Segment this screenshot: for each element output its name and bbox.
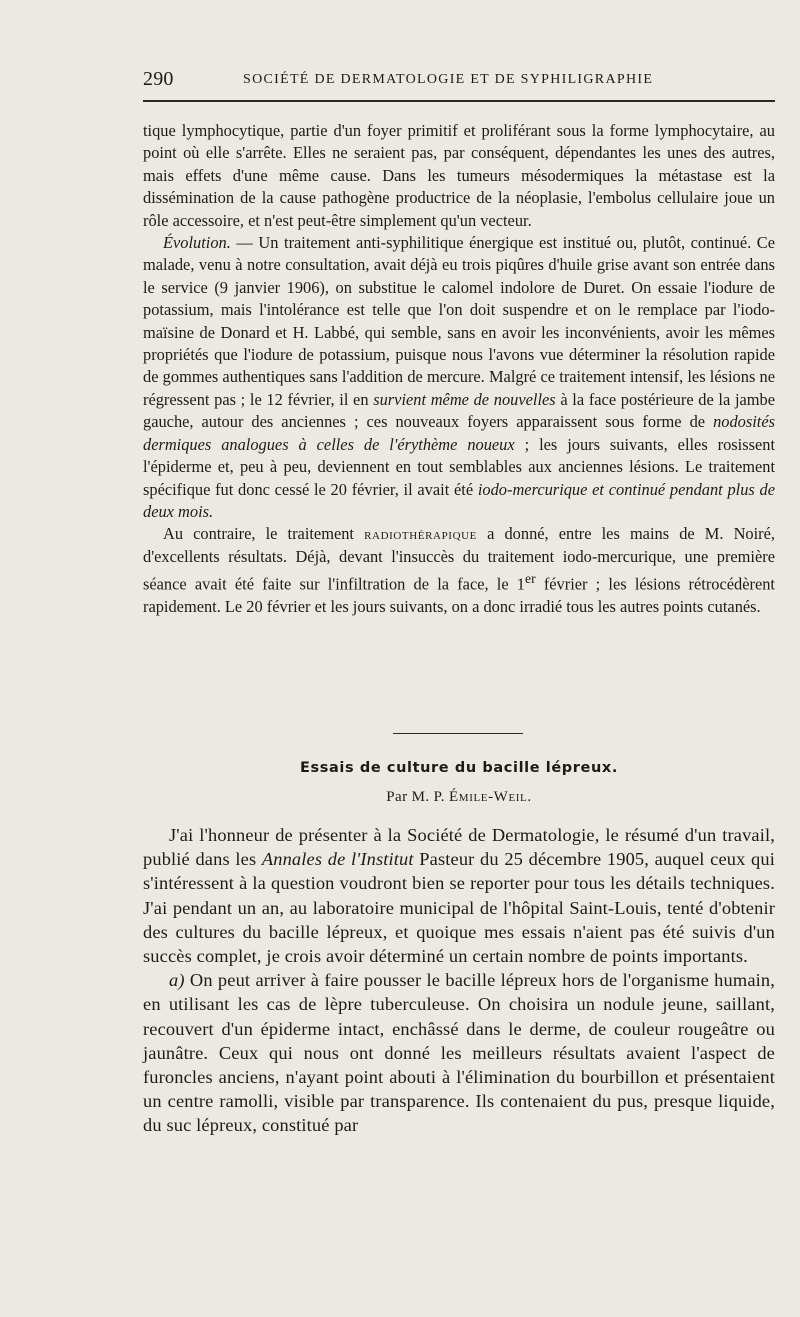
article-body (143, 823, 775, 1138)
paragraph-evolution (143, 232, 775, 523)
paragraph-text: Au contraire, le traitement (163, 524, 365, 544)
paragraph-text: — Un traitement anti-syphilitique énergique est institué ou, plutôt, continué. Ce malade, venu à notre consultation, avait déjà eu trois piqûres d'huile grise avant son entrée dans le service (9 janvier 1906), on substitue le calomel indolore de Duret. On essaie l'iodure de potassium, mais l'intolérance est telle que l'on doit suspendre et on le remplace par l'iodo-maïsine de Donard et H. Labbé, qui semble, sans en avoir les inconvénients, avoir les mêmes propriétés que l'iodure de potassium, puisque nous l'avons vue déterminer la résolution rapide de gommes authentiques sans l'addition de mercure. Malgré ce traitement intensif, les lésions ne régressent pas ; le 12 février, il en (143, 233, 775, 409)
article-author (143, 789, 775, 806)
paragraph-text: a donné, entre les mains de M. Noiré, d'excellents résultats. Déjà, devant l'insuccès du traitement iodo-mercurique, une première séance avait été faite sur l'infiltration de la face, le 1 (143, 524, 775, 594)
page-number: 290 (143, 68, 174, 90)
italic-phrase: survient même de nouvelles (373, 389, 556, 409)
paragraph-text: ; les jours suivants, elles rosissent l'épiderme et, peu à peu, deviennent en tout semblables aux anciennes lésions. Le traitement spécifique fut donc cessé le 20 février, il avait été (143, 434, 776, 499)
header-rule (143, 100, 775, 102)
paragraph-intro (143, 823, 775, 968)
paragraph-text: février ; les lésions rétrocédèrent rapidement. Le 20 février et les jours suivants, on a donc irradié tous les autres points cutanés. (143, 574, 775, 616)
evolution-label: Évolution. (163, 233, 231, 253)
paragraph-text: à la face postérieure de la jambe gauche, autour des anciennes ; ces nouveaux foyers apparaissent sous forme de (143, 389, 775, 432)
paragraph (143, 120, 775, 232)
journal-name: Annales de l'Institut (261, 849, 414, 870)
article-title: Essais de culture du bacille lépreux. (300, 760, 618, 776)
italic-phrase: iodo-mercurique et continué pendant plus de deux mois. (143, 479, 775, 521)
case-report-continuation (143, 120, 775, 618)
section-divider (393, 733, 523, 734)
ordinal-superscript: er (525, 571, 536, 587)
running-title: SOCIÉTÉ DE DERMATOLOGIE ET DE SYPHILIGRAPHIE (243, 72, 654, 87)
small-caps-term: radiothérapique (364, 524, 477, 544)
paragraph-point-a (143, 968, 775, 1137)
italic-phrase: nodosités dermiques analogues à celles de l'érythème noueux (143, 412, 775, 454)
author-name: Émile-Weil. (449, 789, 532, 805)
paragraph-text: On peut arriver à faire pousser le bacille lépreux hors de l'organisme humain, en utilisant les cas de lèpre tuberculeuse. On choisira un nodule jeune, saillant, recouvert d'un épiderme intact, enchâssé dans le derme, de couleur rougeâtre ou jaunâtre. Ceux qui nous ont donné les meilleurs résultats avaient l'aspect de furoncles anciens, n'ayant point abouti à l'élimination du bourbillon et présentaient un centre ramolli, visible par transparence. Ils contenaient du pus, presque liquide, du suc lépreux, constitué par (143, 970, 775, 1136)
author-prefix: Par M. P. (386, 789, 450, 805)
paragraph-text: J'ai l'honneur de présenter à la Société de Dermatologie, le résumé d'un travail, publié dans les (143, 825, 775, 870)
list-marker: a) (169, 970, 185, 991)
paragraph-text: tique lymphocytique, partie d'un foyer primitif et proliférant sous la forme lymphocytaire, au point où elle s'arrête. Elles ne seraient pas, par conséquent, dépendantes les unes des autres, mais effets d'une même cause. Dans les tumeurs mésodermiques la métastase est la dissémination de la cause pathogène productrice de la néoplasie, l'embolus cellulaire joue un rôle accessoire, et n'est peut-être simplement qu'un vecteur. (143, 121, 775, 230)
paragraph-radiotherapy (143, 523, 775, 618)
paragraph-text: Pasteur du 25 décembre 1905, auquel ceux qui s'intéressent à la question voudront bien se reporter pour tous les détails techniques. J'ai pendant un an, au laboratoire municipal de l'hôpital Saint-Louis, tenté d'obtenir des cultures du bacille lépreux, et quoique mes essais n'aient pas été suivis d'un succès complet, je crois avoir déterminé un certain nombre de points importants. (143, 849, 775, 967)
page-header (143, 68, 778, 98)
